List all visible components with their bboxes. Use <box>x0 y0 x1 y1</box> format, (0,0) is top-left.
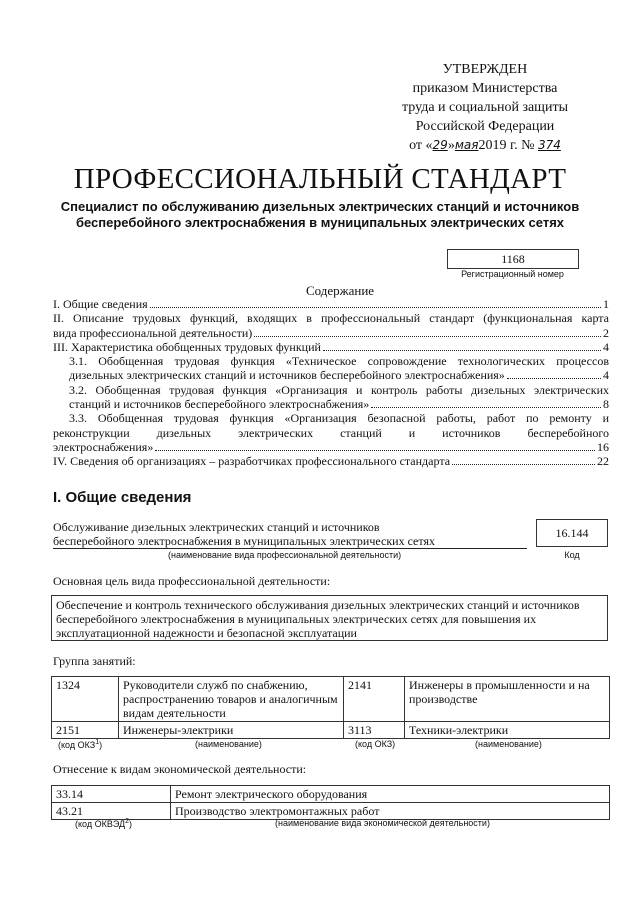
activity-code-label: Код <box>564 550 580 560</box>
approval-block <box>380 60 590 155</box>
activity-code: 16.144 <box>536 519 608 547</box>
okz-code-label: (код ОКЗ$^1$) <box>58 739 103 750</box>
approval-day: 29 <box>432 138 448 152</box>
approval-number: 374 <box>537 138 561 152</box>
okved-code-label: (код ОКВЭД$^2$) <box>75 818 133 829</box>
okz-code-label-2: (код ОКЗ) <box>355 739 396 749</box>
approval-line-1: УТВЕРЖДЕН <box>442 62 528 77</box>
goal-text: Обеспечение и контроль технического обслуживания дизельных электрических станций и источников бесперебойного электроснабжения в муниципальных электрических сетях для повышения их эксплуатационной надежности и безопасной эксплуатации <box>51 595 608 641</box>
toc-item-3-3[interactable]: 3.3. Обобщенная трудовая функция «Организация безопасной работы, работ по ремонту и реконструкции дизельных электрических станций и источников бесперебойного электроснабжения» 16 <box>53 411 609 454</box>
approval-date-line: от «29»мая2019 г. № 374 <box>409 138 561 153</box>
table-row: 1324 Руководители служб по снабжению, распространению товаров и аналогичным видам деятельности 2141 Инженеры в промышленности и на производстве <box>52 677 610 722</box>
occupation-name-label-2: (наименование) <box>475 739 542 749</box>
toc-item-3-2[interactable]: 3.2. Обобщенная трудовая функция «Организация и контроль работы дизельных электрических станций и источников бесперебойного электроснабжения» 8 <box>69 382 609 412</box>
approval-line-3: труда и социальной защиты <box>402 100 568 115</box>
occupation-group-table <box>51 676 610 739</box>
table-of-contents <box>53 297 609 469</box>
toc-item-4[interactable]: IV. Сведения об организациях – разработчиках профессионального стандарта 22 <box>53 454 609 469</box>
econ-heading: Отнесение к видам экономической деятельности: <box>53 762 307 776</box>
econ-name-label: (наименование вида экономической деятельности) <box>275 818 490 828</box>
toc-item-3-1[interactable]: 3.1. Обобщенная трудовая функция «Техническое сопровождение технологических процессов дизельных электрических станций и источников бесперебойного электроснабжения» 4 <box>69 354 609 383</box>
table-row: 43.21 Производство электромонтажных работ <box>52 803 610 820</box>
group-heading: Группа занятий: <box>53 654 136 668</box>
goal-heading: Основная цель вида профессиональной деятельности: <box>53 574 331 588</box>
table-row: 33.14 Ремонт электрического оборудования <box>52 786 610 803</box>
table-row: 2151 Инженеры-электрики 3113 Техники-электрики <box>52 722 610 739</box>
approval-line-4: Российской Федерации <box>415 119 555 134</box>
toc-item-2[interactable]: II. Описание трудовых функций, входящих в профессиональный стандарт (функциональная карта вида профессиональной деятельности) 2 <box>53 311 609 340</box>
toc-item-1[interactable]: I. Общие сведения 1 <box>53 297 609 311</box>
activity-kind-label: (наименование вида профессиональной деятельности) <box>168 550 402 560</box>
approval-line-2: приказом Министерства <box>412 81 558 96</box>
toc-heading: Содержание <box>305 283 375 298</box>
activity-kind-underline <box>53 548 527 549</box>
registration-label: Регистрационный номер <box>461 269 564 279</box>
section-heading: I. Общие сведения <box>53 489 192 506</box>
activity-kind: Обслуживание дизельных электрических станций и источников бесперебойного электроснабжения в муниципальных электрических сетях <box>53 520 435 548</box>
document-subtitle: Специалист по обслуживанию дизельных электрических станций и источников бесперебойного электроснабжения в муниципальных электрических сетях <box>60 199 580 230</box>
economic-activity-table <box>51 785 610 820</box>
toc-item-3[interactable]: III. Характеристика обобщенных трудовых функций 4 <box>53 339 609 354</box>
occupation-name-label: (наименование) <box>195 739 262 749</box>
registration-number: 1168 <box>447 249 579 269</box>
approval-month: мая <box>454 138 479 152</box>
document-title: ПРОФЕССИОНАЛЬНЫЙ СТАНДАРТ <box>73 163 567 195</box>
